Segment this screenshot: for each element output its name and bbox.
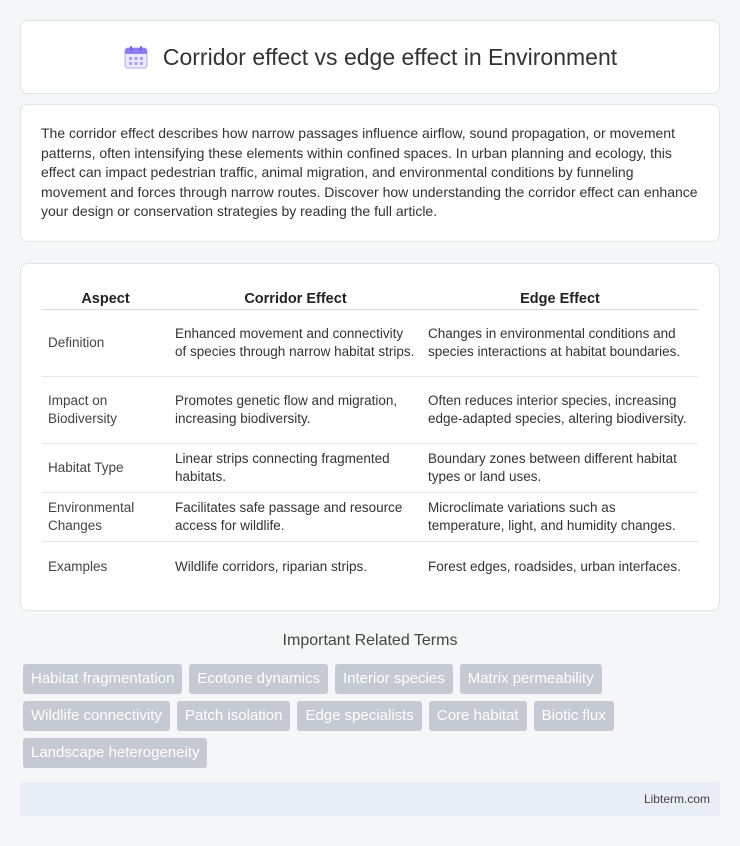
tag-biotic-flux[interactable]: Biotic flux xyxy=(534,701,614,731)
table-row xyxy=(42,444,698,493)
row-corridor-effect: Linear strips connecting fragmented habitats. xyxy=(169,444,422,493)
footer-site-link[interactable]: Libterm.com xyxy=(643,792,710,806)
comparison-table-card xyxy=(20,263,720,611)
row-aspect: Impact on Biodiversity xyxy=(42,377,169,444)
row-aspect: Environmental Changes xyxy=(42,493,169,542)
row-corridor-effect: Enhanced movement and connectivity of species through narrow habitat strips. xyxy=(169,310,422,377)
row-corridor-effect: Promotes genetic flow and migration, increasing biodiversity. xyxy=(169,377,422,444)
tag-edge-specialists[interactable]: Edge specialists xyxy=(297,701,421,731)
row-edge-effect: Boundary zones between different habitat types or land uses. xyxy=(422,444,698,493)
row-edge-effect: Microclimate variations such as temperature, light, and humidity changes. xyxy=(422,493,698,542)
calendar-icon xyxy=(123,44,149,70)
page-title: Corridor effect vs edge effect in Environment xyxy=(162,43,618,70)
tag-landscape-heterogeneity[interactable]: Landscape heterogeneity xyxy=(23,738,207,768)
tag-interior-species[interactable]: Interior species xyxy=(335,664,453,694)
tag-wildlife-connectivity[interactable]: Wildlife connectivity xyxy=(23,701,170,731)
intro-text: The corridor effect describes how narrow passages influence airflow, sound propagation, or movement patterns, often intensifying these elements within confined spaces. In urban planning and ecology, this effect can impact pedestrian traffic, animal migration, and environmental conditions by funneling movement and forces through narrow routes. Discover how understanding the corridor effect can enhance your design or conservation strategies by reading the full article. xyxy=(41,125,698,219)
row-aspect: Examples xyxy=(48,558,108,574)
tag-core-habitat[interactable]: Core habitat xyxy=(429,701,527,731)
tag-matrix-permeability[interactable]: Matrix permeability xyxy=(460,664,602,694)
row-corridor-effect: Facilitates safe passage and resource access for wildlife. xyxy=(169,493,422,542)
title-card xyxy=(20,20,720,94)
row-corridor-effect: Wildlife corridors, riparian strips. xyxy=(175,558,368,574)
tag-patch-isolation[interactable]: Patch isolation xyxy=(177,701,291,731)
row-aspect: Habitat Type xyxy=(42,444,169,493)
header-corridor-effect: Corridor Effect xyxy=(169,284,422,310)
table-header-row xyxy=(42,284,698,310)
table-row xyxy=(42,310,698,377)
header-aspect: Aspect xyxy=(42,284,169,310)
comparison-table xyxy=(42,284,698,591)
row-edge-effect: Changes in environmental conditions and species interactions at habitat boundaries. xyxy=(422,310,698,377)
header-edge-effect: Edge Effect xyxy=(422,284,698,310)
row-edge-effect: Often reduces interior species, increasing edge-adapted species, altering biodiversity. xyxy=(422,377,698,444)
table-row xyxy=(42,493,698,542)
table-row xyxy=(42,377,698,444)
title-wrap xyxy=(123,44,617,71)
related-terms-list xyxy=(23,664,723,768)
table-row xyxy=(42,542,698,591)
row-edge-effect: Forest edges, roadsides, urban interfaces. xyxy=(428,558,681,574)
tag-ecotone-dynamics[interactable]: Ecotone dynamics xyxy=(189,664,328,694)
related-terms-heading: Important Related Terms xyxy=(282,632,458,649)
row-aspect: Definition xyxy=(42,310,169,377)
intro-card xyxy=(20,104,720,242)
footer xyxy=(20,782,720,816)
tag-habitat-fragmentation[interactable]: Habitat fragmentation xyxy=(23,664,182,694)
